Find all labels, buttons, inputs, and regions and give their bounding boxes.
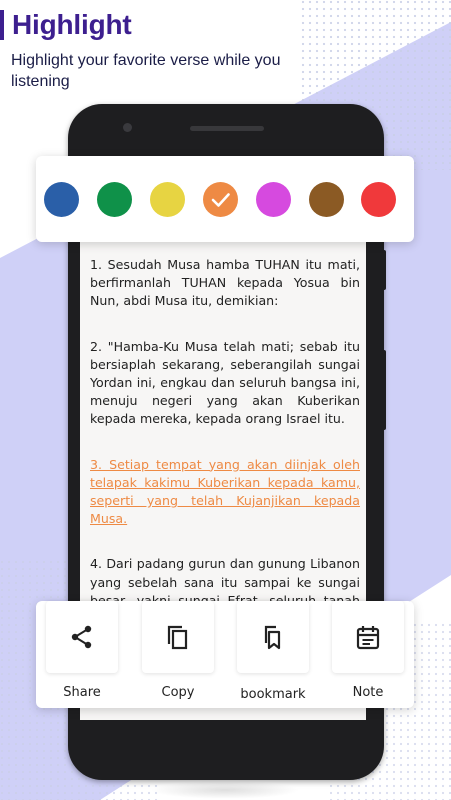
copy-button[interactable] <box>142 601 214 708</box>
copy-icon <box>164 623 192 651</box>
speaker-grille <box>190 126 264 131</box>
note-icon <box>354 623 382 651</box>
header <box>0 6 451 92</box>
verse-list <box>90 256 360 655</box>
page-subtitle: Highlight your favorite verse while you listening <box>11 52 281 90</box>
note-button[interactable] <box>332 601 404 708</box>
camera-icon <box>123 123 132 132</box>
share-button[interactable] <box>46 601 118 708</box>
bookmark-button[interactable] <box>237 601 309 708</box>
phone-side-button <box>382 250 386 290</box>
color-swatch-magenta[interactable] <box>256 182 291 217</box>
copy-label: Copy <box>161 685 195 700</box>
copy-card[interactable] <box>142 601 214 673</box>
verse-2[interactable]: 2. "Hamba-Ku Musa telah mati; sebab itu bersiaplah sekarang, seberangilah sungai Yordan ini, engkau dan seluruh bangsa ini, menuju negeri yang akan Kuberikan kepada mereka, kepada orang Israel itu. <box>90 338 360 427</box>
verse-4[interactable]: 4. Dari padang gurun dan gunung Libanon yang sebelah sana itu sampai ke sungai <box>90 556 360 590</box>
note-card[interactable] <box>332 601 404 673</box>
highlight-color-palette <box>36 156 414 242</box>
bookmark-icon <box>259 623 287 651</box>
page-title: Highlight <box>12 9 132 40</box>
share-card[interactable] <box>46 601 118 673</box>
title-accent-bar <box>0 10 4 40</box>
color-swatch-blue[interactable] <box>44 182 79 217</box>
color-swatch-green[interactable] <box>97 182 132 217</box>
color-swatch-brown[interactable] <box>309 182 344 217</box>
checkmark-icon <box>203 182 238 217</box>
verse-3-highlighted[interactable]: 3. Setiap tempat yang akan diinjak oleh telapak kakimu Kuberikan kepada kamu, seperti yang telah Kujanjikan kepada Musa. <box>90 456 360 527</box>
color-swatch-yellow[interactable] <box>150 182 185 217</box>
color-swatch-red[interactable] <box>361 182 396 217</box>
share-label: Share <box>63 685 101 700</box>
verse-1[interactable]: 1. Sesudah Musa hamba TUHAN itu mati, berfirmanlah TUHAN kepada Yosua bin Nun, abdi Musa itu, demikian: <box>90 257 360 309</box>
share-icon <box>68 623 96 651</box>
note-label: Note <box>352 685 384 700</box>
action-bar <box>36 601 414 708</box>
phone-floor-shadow <box>150 781 300 799</box>
title-row <box>0 6 451 44</box>
phone-side-button <box>382 350 386 430</box>
color-swatch-orange[interactable] <box>203 182 238 217</box>
bookmark-label: bookmark <box>240 687 306 702</box>
bookmark-card[interactable] <box>237 601 309 673</box>
